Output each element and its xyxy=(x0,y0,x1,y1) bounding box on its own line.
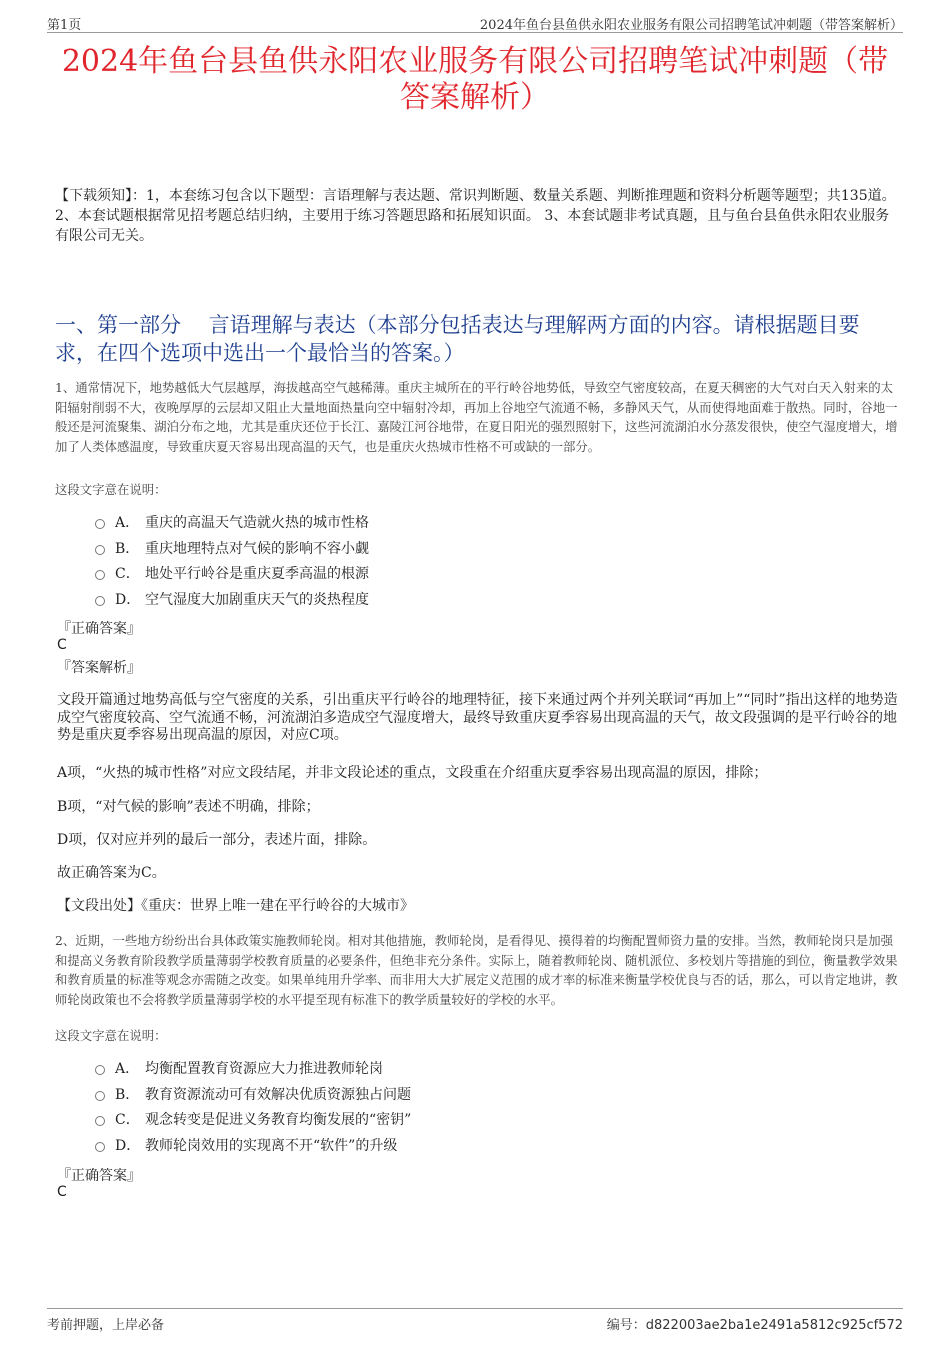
radio-icon[interactable] xyxy=(95,519,105,529)
option-letter: B． xyxy=(115,540,140,557)
question-1-prompt: 这段文字意在说明： xyxy=(55,482,167,497)
option-text: 教师轮岗效用的实现离不开“软件”的升级 xyxy=(145,1137,398,1154)
radio-icon[interactable] xyxy=(95,545,105,555)
answer-label: 『正确答案』 xyxy=(57,1168,141,1184)
option-text: 重庆的高温天气造就火热的城市性格 xyxy=(145,514,369,531)
question-1-text: 1、通常情况下，地势越低大气层越厚，海拔越高空气越稀薄。重庆主城所在的平行岭谷地势低，导致空气密度较高，在夏天稠密的大气对白天入射来的太阳辐射削弱不大，夜晚厚厚的云层却又阻止大量地面热量向空中辐射冷却，再加上谷地空气流通不畅，多静风天气，从而使得地面难于散热。同时，谷地一般还是河流聚集、湖泊分布之地，尤其是重庆还位于长江、嘉陵江河谷地带，在夏日阳光的强烈照射下，这些河流湖泊水分蒸发很快，使空气湿度增大，增加了人类体感温度，导致重庆夏天容易出现高温的天气，也是重庆火热城市性格不可或缺的一部分。 xyxy=(55,380,898,454)
radio-icon[interactable] xyxy=(95,1142,105,1152)
option-letter: C． xyxy=(115,1112,140,1129)
option-letter: C． xyxy=(115,566,140,583)
section-heading: 一、第一部分 言语理解与表达（本部分包括表达与理解两方面的内容。请根据题目要求，在四个选项中选出一个最恰当的答案。） xyxy=(55,313,860,365)
document-id-value: d822003ae2ba1e2491a5812c925cf572 xyxy=(645,1318,903,1333)
answer-value: C xyxy=(57,637,67,653)
option-d[interactable] xyxy=(95,1132,411,1158)
page-header xyxy=(47,12,903,33)
option-text: 教育资源流动可有效解决优质资源独占问题 xyxy=(145,1086,411,1103)
option-b[interactable] xyxy=(95,535,369,561)
option-text: 观念转变是促进义务教育均衡发展的“密钥” xyxy=(145,1112,412,1129)
option-letter: D． xyxy=(115,591,141,608)
option-text: 空气湿度大加剧重庆天气的炎热程度 xyxy=(145,591,369,608)
option-text: 均衡配置教育资源应大力推进教师轮岗 xyxy=(145,1060,383,1077)
analysis-note: D项，仅对应并列的最后一部分，表述片面，排除。 xyxy=(57,832,377,848)
question-2-options xyxy=(95,1055,411,1158)
question-2-text: 2、近期，一些地方纷纷出台具体政策实施教师轮岗。相对其他措施，教师轮岗，是看得见、摸得着的均衡配置师资力量的安排。当然，教师轮岗只是加强和提高义务教育阶段教学质量薄弱学校教育质量的必要条件，但绝非充分条件。实际上，随着教师轮岗、随机派位、多校划片等措施的到位，衡量教学效果和教育质量的标准等观念亦需随之改变。如果单纯用升学率、而非用大大扩展定义范围的成才率的标准来衡量学校优良与否的话，那么，可以肯定地讲，教师轮岗政策也不会将教学质量薄弱学校的水平提至现有标准下的教学质量较好的学校的水平。 xyxy=(55,933,898,1007)
answer-value: C xyxy=(57,1184,67,1200)
header-doc-title: 2024年鱼台县鱼供永阳农业服务有限公司招聘笔试冲刺题（带答案解析） xyxy=(479,18,903,33)
analysis-text: 文段开篇通过地势高低与空气密度的关系，引出重庆平行岭谷的地理特征，接下来通过两个并列关联词“再加上”“同时”指出这样的地势造成空气密度较高、空气流通不畅，河流湖泊多造成空气湿度增大，最终导致重庆夏季容易出现高温的天气，故文段强调的是平行岭谷的地势是重庆夏季容易出现高温的原因，对应C项。 xyxy=(57,692,898,743)
option-c[interactable] xyxy=(95,1106,411,1132)
passage-source: 【文段出处】《重庆：世界上唯一建在平行岭谷的大城市》 xyxy=(57,898,414,914)
radio-icon[interactable] xyxy=(95,1116,105,1126)
question-1-options xyxy=(95,509,369,612)
analysis-note: A项，“火热的城市性格”对应文段结尾，并非文段论述的重点，文段重在介绍重庆夏季容易出现高温的原因，排除； xyxy=(57,765,768,781)
radio-icon[interactable] xyxy=(95,596,105,606)
radio-icon[interactable] xyxy=(95,1065,105,1075)
document-id xyxy=(607,1314,903,1333)
radio-icon[interactable] xyxy=(95,570,105,580)
option-text: 地处平行岭谷是重庆夏季高温的根源 xyxy=(145,566,369,583)
download-notice: 【下载须知】：1，本套练习包含以下题型：言语理解与表达题、常识判断题、数量关系题、判断推理题和资料分析题等题型；共135道。 2、本套试题根据常见招考题总结归纳，主要用于练习答题思路和拓展知识面。 3、本套试题非考试真题，且与鱼台县鱼供永阳农业服务有限公司无关。 xyxy=(55,188,896,244)
option-b[interactable] xyxy=(95,1081,411,1107)
document-id-label: 编号： xyxy=(606,1318,646,1333)
option-letter: A． xyxy=(115,1060,140,1077)
option-c[interactable] xyxy=(95,560,369,586)
option-letter: B． xyxy=(115,1086,140,1103)
option-a[interactable] xyxy=(95,1055,411,1081)
radio-icon[interactable] xyxy=(95,1091,105,1101)
document-title: 2024年鱼台县鱼供永阳农业服务有限公司招聘笔试冲刺题（带答案解析） xyxy=(61,44,889,115)
page-footer xyxy=(47,1308,903,1339)
analysis-conclusion: 故正确答案为C。 xyxy=(57,865,166,881)
analysis-note: B项，“对气候的影响”表述不明确，排除； xyxy=(57,799,320,815)
page-number: 第1页 xyxy=(47,18,82,33)
footer-slogan: 考前押题，上岸必备 xyxy=(47,1318,165,1333)
option-text: 重庆地理特点对气候的影响不容小觑 xyxy=(145,540,369,557)
option-letter: D． xyxy=(115,1137,141,1154)
option-letter: A． xyxy=(115,514,140,531)
analysis-label: 『答案解析』 xyxy=(57,660,141,676)
question-2-prompt: 这段文字意在说明： xyxy=(55,1028,167,1043)
answer-label: 『正确答案』 xyxy=(57,621,141,637)
option-a[interactable] xyxy=(95,509,369,535)
option-d[interactable] xyxy=(95,586,369,612)
